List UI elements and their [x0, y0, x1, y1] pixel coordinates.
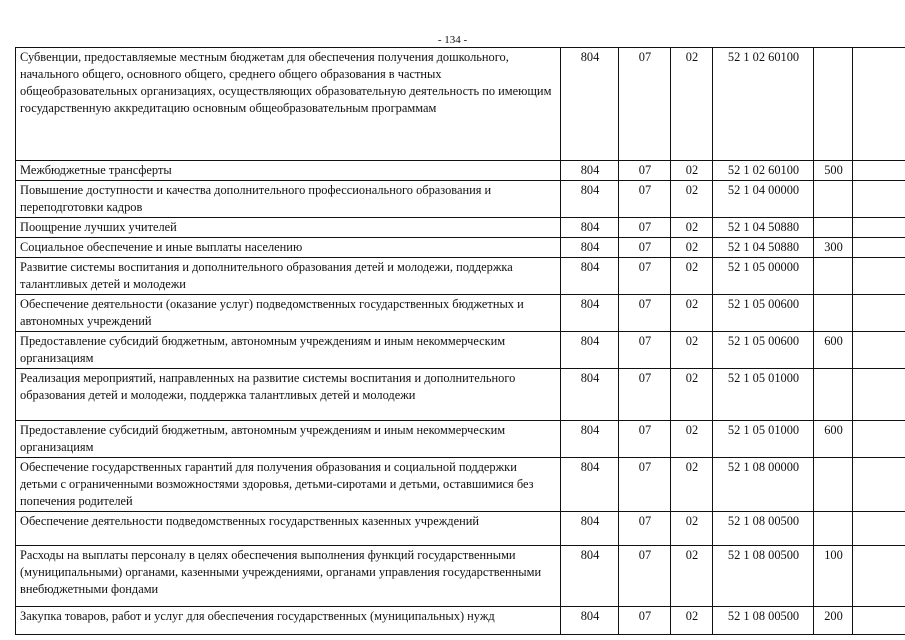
- section-code: 07: [619, 258, 671, 295]
- item-name: Обеспечение государственных гарантий для получения образования и социальной поддержки детьми с ограниченными возможностями здоровья, детьми-сиротами и детьми, оставшимися без попечения родителей: [16, 458, 561, 512]
- ministry-code: 804: [561, 421, 619, 458]
- expense-type-code: 600: [814, 332, 853, 369]
- amount-cell: [853, 218, 905, 238]
- ministry-code: 804: [561, 512, 619, 546]
- target-article-code: 52 1 08 00000: [713, 458, 814, 512]
- amount-cell: [853, 238, 905, 258]
- table-row: [16, 48, 905, 161]
- amount-cell: [853, 546, 905, 607]
- table-row: [16, 161, 905, 181]
- subsection-code: 02: [671, 421, 713, 458]
- budget-table: [15, 47, 905, 635]
- subsection-code: 02: [671, 332, 713, 369]
- section-code: 07: [619, 369, 671, 421]
- target-article-code: 52 1 02 60100: [713, 161, 814, 181]
- target-article-code: 52 1 05 00600: [713, 295, 814, 332]
- expense-type-code: [814, 218, 853, 238]
- section-code: 07: [619, 181, 671, 218]
- target-article-code: 52 1 05 00000: [713, 258, 814, 295]
- item-name: Развитие системы воспитания и дополнительного образования детей и молодежи, поддержка талантливых детей и молодежи: [16, 258, 561, 295]
- table-row: [16, 258, 905, 295]
- section-code: 07: [619, 332, 671, 369]
- subsection-code: 02: [671, 218, 713, 238]
- section-code: 07: [619, 607, 671, 635]
- table-row: [16, 458, 905, 512]
- subsection-code: 02: [671, 607, 713, 635]
- subsection-code: 02: [671, 458, 713, 512]
- page-number: - 134 -: [437, 34, 468, 46]
- amount-cell: [853, 458, 905, 512]
- amount-cell: [853, 512, 905, 546]
- subsection-code: 02: [671, 48, 713, 161]
- ministry-code: 804: [561, 48, 619, 161]
- amount-cell: [853, 161, 905, 181]
- table-row: [16, 421, 905, 458]
- item-name: Закупка товаров, работ и услуг для обеспечения государственных (муниципальных) нужд: [16, 607, 561, 635]
- item-name: Повышение доступности и качества дополнительного профессионального образования и переподготовки кадров: [16, 181, 561, 218]
- target-article-code: 52 1 05 01000: [713, 369, 814, 421]
- amount-cell: [853, 421, 905, 458]
- target-article-code: 52 1 04 50880: [713, 238, 814, 258]
- table-row: [16, 332, 905, 369]
- section-code: 07: [619, 458, 671, 512]
- item-name: Предоставление субсидий бюджетным, автономным учреждениям и иным некоммерческим организациям: [16, 332, 561, 369]
- ministry-code: 804: [561, 218, 619, 238]
- table-row: [16, 512, 905, 546]
- ministry-code: 804: [561, 295, 619, 332]
- expense-type-code: [814, 181, 853, 218]
- amount-cell: [853, 258, 905, 295]
- ministry-code: 804: [561, 458, 619, 512]
- subsection-code: 02: [671, 295, 713, 332]
- amount-cell: [853, 607, 905, 635]
- table-row: [16, 295, 905, 332]
- ministry-code: 804: [561, 332, 619, 369]
- amount-cell: [853, 332, 905, 369]
- subsection-code: 02: [671, 369, 713, 421]
- subsection-code: 02: [671, 181, 713, 218]
- amount-cell: [853, 295, 905, 332]
- target-article-code: 52 1 02 60100: [713, 48, 814, 161]
- subsection-code: 02: [671, 546, 713, 607]
- expense-type-code: [814, 48, 853, 161]
- expense-type-code: 300: [814, 238, 853, 258]
- subsection-code: 02: [671, 161, 713, 181]
- target-article-code: 52 1 08 00500: [713, 607, 814, 635]
- section-code: 07: [619, 48, 671, 161]
- item-name: Межбюджетные трансферты: [16, 161, 561, 181]
- target-article-code: 52 1 05 00600: [713, 332, 814, 369]
- amount-cell: [853, 369, 905, 421]
- table-row: [16, 238, 905, 258]
- expense-type-code: [814, 295, 853, 332]
- section-code: 07: [619, 421, 671, 458]
- ministry-code: 804: [561, 607, 619, 635]
- item-name: Обеспечение деятельности подведомственных государственных казенных учреждений: [16, 512, 561, 546]
- ministry-code: 804: [561, 161, 619, 181]
- expense-type-code: 600: [814, 421, 853, 458]
- section-code: 07: [619, 161, 671, 181]
- table-row: [16, 607, 905, 635]
- expense-type-code: [814, 258, 853, 295]
- subsection-code: 02: [671, 258, 713, 295]
- target-article-code: 52 1 05 01000: [713, 421, 814, 458]
- section-code: 07: [619, 546, 671, 607]
- amount-cell: [853, 48, 905, 161]
- table-row: [16, 218, 905, 238]
- section-code: 07: [619, 295, 671, 332]
- ministry-code: 804: [561, 369, 619, 421]
- section-code: 07: [619, 218, 671, 238]
- item-name: Поощрение лучших учителей: [16, 218, 561, 238]
- amount-cell: [853, 181, 905, 218]
- item-name: Социальное обеспечение и иные выплаты населению: [16, 238, 561, 258]
- item-name: Субвенции, предоставляемые местным бюджетам для обеспечения получения дошкольного, начального общего, основного общего, среднего общего образования в частных общеобразовательных организациях, осуществляющих образовательную деятельность по имеющим государственную аккредитацию основным общеобразовательным программам: [16, 48, 561, 161]
- subsection-code: 02: [671, 238, 713, 258]
- item-name: Расходы на выплаты персоналу в целях обеспечения выполнения функций государственными (муниципальными) органами, казенными учреждениями, органами управления государственными внебюджетными фондами: [16, 546, 561, 607]
- ministry-code: 804: [561, 258, 619, 295]
- item-name: Предоставление субсидий бюджетным, автономным учреждениям и иным некоммерческим организациям: [16, 421, 561, 458]
- expense-type-code: [814, 369, 853, 421]
- subsection-code: 02: [671, 512, 713, 546]
- target-article-code: 52 1 08 00500: [713, 512, 814, 546]
- table-row: [16, 546, 905, 607]
- item-name: Реализация мероприятий, направленных на развитие системы воспитания и дополнительного образования детей и молодежи, поддержка талантливых детей и молодежи: [16, 369, 561, 421]
- expense-type-code: 200: [814, 607, 853, 635]
- target-article-code: 52 1 04 00000: [713, 181, 814, 218]
- ministry-code: 804: [561, 181, 619, 218]
- expense-type-code: 500: [814, 161, 853, 181]
- table-row: [16, 369, 905, 421]
- target-article-code: 52 1 08 00500: [713, 546, 814, 607]
- table-row: [16, 181, 905, 218]
- expense-type-code: [814, 458, 853, 512]
- ministry-code: 804: [561, 238, 619, 258]
- target-article-code: 52 1 04 50880: [713, 218, 814, 238]
- ministry-code: 804: [561, 546, 619, 607]
- item-name: Обеспечение деятельности (оказание услуг) подведомственных государственных бюджетных и автономных учреждений: [16, 295, 561, 332]
- expense-type-code: 100: [814, 546, 853, 607]
- section-code: 07: [619, 238, 671, 258]
- expense-type-code: [814, 512, 853, 546]
- section-code: 07: [619, 512, 671, 546]
